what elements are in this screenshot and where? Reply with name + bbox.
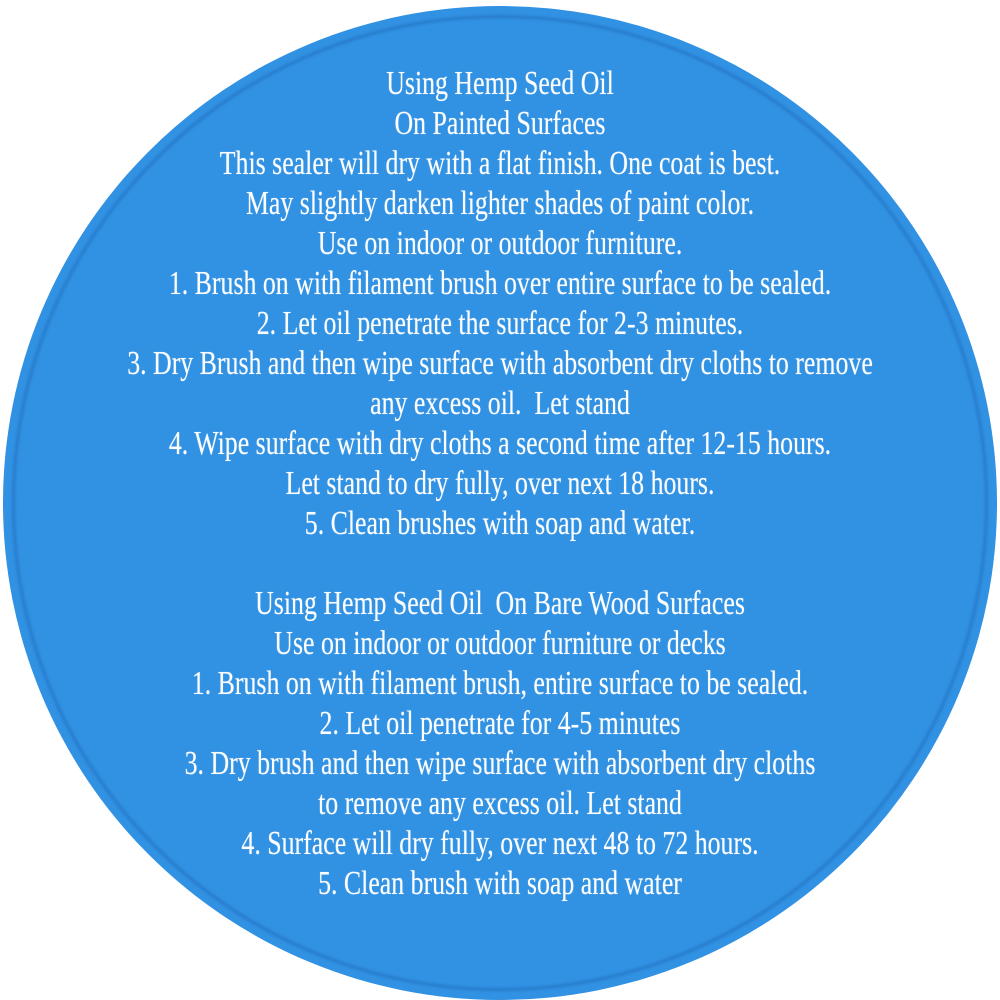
painted-note-use: Use on indoor or outdoor furniture. (317, 225, 683, 262)
section-painted-surfaces (120, 64, 880, 544)
painted-title-line-1: Using Hemp Seed Oil (386, 65, 614, 102)
painted-note-finish: This sealer will dry with a flat finish. One coat is best. (219, 145, 781, 182)
painted-step-4-line-2: Let stand to dry fully, over next 18 hours. (285, 465, 715, 502)
painted-note-darken: May slightly darken lighter shades of paint color. (245, 185, 755, 222)
painted-step-3-line-1: 3. Dry Brush and then wipe surface with absorbent dry cloths to remove (127, 345, 873, 382)
painted-step-1: 1. Brush on with filament brush over entire surface to be sealed. (168, 265, 832, 302)
barewood-step-5: 5. Clean brush with soap and water (318, 865, 682, 902)
section-bare-wood-surfaces (120, 584, 880, 904)
barewood-step-4: 4. Surface will dry fully, over next 48 to 72 hours. (241, 825, 759, 862)
painted-step-4-line-1: 4. Wipe surface with dry cloths a second time after 12-15 hours. (168, 425, 832, 462)
barewood-step-2: 2. Let oil penetrate for 4-5 minutes (319, 705, 681, 742)
label-text-block (120, 64, 880, 904)
barewood-step-1: 1. Brush on with filament brush, entire surface to be sealed. (191, 665, 809, 702)
painted-title-line-2: On Painted Surfaces (394, 105, 606, 142)
painted-step-5: 5. Clean brushes with soap and water. (304, 505, 696, 542)
barewood-step-3-line-1: 3. Dry brush and then wipe surface with absorbent dry cloths (184, 745, 816, 782)
painted-step-2: 2. Let oil penetrate the surface for 2-3 minutes. (256, 305, 744, 342)
barewood-note-use: Use on indoor or outdoor furniture or decks (274, 625, 726, 662)
barewood-step-3-line-2: to remove any excess oil. Let stand (318, 785, 682, 822)
barewood-title: Using Hemp Seed Oil On Bare Wood Surfaces (255, 585, 745, 622)
painted-step-3-line-2: any excess oil. Let stand (370, 385, 630, 422)
